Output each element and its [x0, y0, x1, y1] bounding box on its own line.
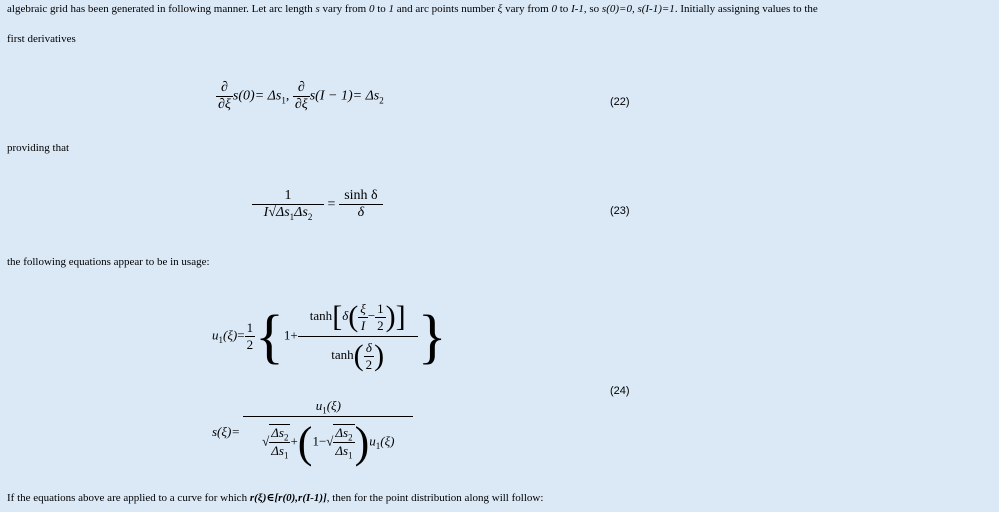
left-brace: {	[255, 303, 284, 370]
text-run: to	[557, 3, 572, 15]
equation-23: $\frac{1}{I√\Delta s_1\Delta s_2}$ = $\frac{\text{sinh δ}}{\delta}$	[252, 188, 383, 222]
math-var: I-1	[571, 3, 584, 15]
equation-24-s: s(ξ)= $u_1(\xi)$ √ $\frac{\Delta s_2}{\Delta s_1}$ +(1−√ $\frac{\Delta s_2}{\Delta s_1}$ )$u_1(\xi)$	[212, 398, 413, 468]
equation-24-u1: $u_1(\xi)=$ $\frac{1}{2}$ {1+ tanh[δ( $\frac{\xi}{I}$ − $\frac{1}{2}$ )] tanh( $\frac{\delta}{2}$ ) }	[212, 300, 447, 372]
fraction-left: $\frac{1}{I√\Delta s_1\Delta s_2}$	[252, 188, 324, 222]
paragraph-intro-line2: first derivatives	[7, 33, 76, 45]
math-var: s(0)=0, s(I-1)=1	[601, 3, 675, 15]
equation-number-24: (24)	[610, 385, 630, 397]
tanh-fraction: tanh[δ( $\frac{\xi}{I}$ − $\frac{1}{2}$ )] tanh( $\frac{\delta}{2}$ )	[298, 300, 418, 373]
equation-22: $\frac{\partial}{\partial\xi}$ $s(0)= \Delta s_1$, $\frac{\partial}{\partial\xi}$ $s(I - 1)= \Delta s_2$	[218, 80, 384, 112]
text-run: , so	[583, 3, 602, 15]
text-run: and arc points number	[394, 3, 498, 15]
math-inline: r(ξ)∈[r(0),r(I-1)]	[249, 492, 327, 504]
math-var: 1	[388, 3, 395, 15]
equation-number-23: (23)	[610, 205, 630, 217]
paragraph-following: the following equations appear to be in usage:	[7, 256, 210, 268]
text-run: algebraic grid has been generated in following manner. Let arc length	[7, 3, 316, 15]
equation-number-22: (22)	[610, 96, 630, 108]
math-var: ξ	[497, 3, 503, 15]
paragraph-intro	[7, 3, 818, 15]
text-run: to	[374, 3, 389, 15]
math-var: 0	[551, 3, 557, 15]
partial-fraction: $\frac{\partial}{\partial\xi}$	[218, 80, 231, 112]
s-fraction: $u_1(\xi)$ √ $\frac{\Delta s_2}{\Delta s_1}$ +(1−√ $\frac{\Delta s_2}{\Delta s_1}$ )$u_1(\xi)$	[243, 398, 413, 468]
right-brace: }	[417, 303, 447, 370]
text-run: . Initially assigning values to the	[674, 3, 818, 15]
partial-fraction: $\frac{\partial}{\partial\xi}$	[294, 80, 308, 112]
math-var: 0	[368, 3, 375, 15]
fraction-right: $\frac{\text{sinh δ}}{\delta}$	[339, 188, 383, 221]
math-var: s	[315, 3, 320, 15]
paragraph-providing: providing that	[7, 142, 70, 154]
paragraph-final: If the equations above are applied to a curve for which r(ξ)∈[r(0),r(I-1)], then for the point distribution along will follow:	[7, 492, 544, 504]
text-run: vary from	[319, 3, 369, 15]
text-run: vary from	[502, 3, 552, 15]
